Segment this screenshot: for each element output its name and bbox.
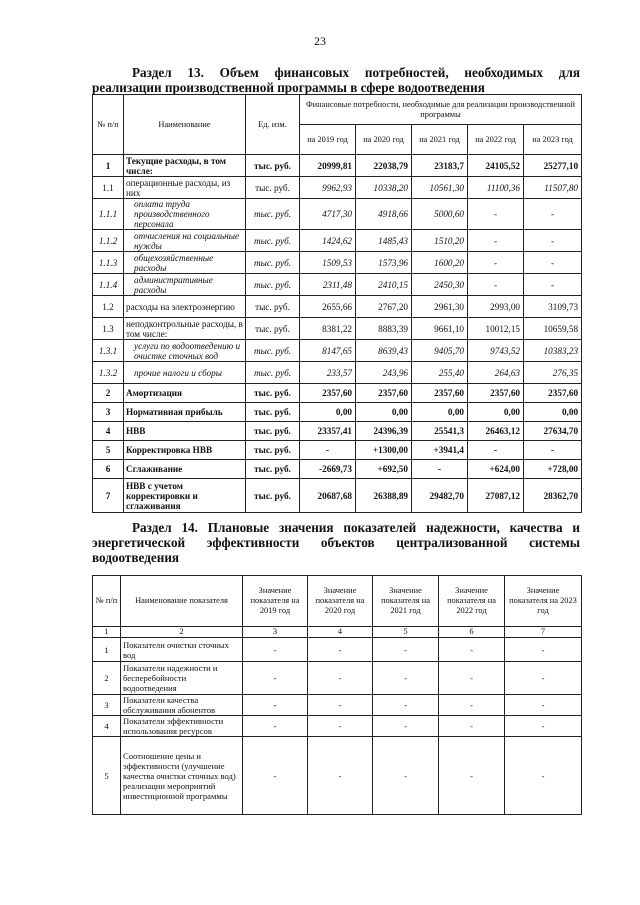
header-group: Финансовые потребности, необходимые для реализации производственной программы [300,95,582,125]
col-number: 4 [308,627,373,638]
financial-needs-table [92,94,582,513]
row-number: 1 [93,638,121,662]
row-value: 1509,53 [300,252,356,274]
row-value: 25277,10 [524,155,582,177]
row-unit: тыс. руб. [246,362,300,384]
table-row [93,422,582,441]
row-value: - [300,441,356,460]
row-value: 24105,52 [468,155,524,177]
section13-heading [92,65,580,95]
row-unit: тыс. руб. [246,384,300,403]
row-value: 2410,15 [356,274,412,296]
row-value: - [243,716,308,737]
row-value: - [505,716,582,737]
row-value: - [439,737,505,815]
table-row [93,274,582,296]
row-number: 7 [93,479,124,513]
row-value: - [243,638,308,662]
table-row [93,441,582,460]
header-num: № п/п [93,95,124,155]
row-value: 0,00 [356,403,412,422]
row-name: НВВ [124,422,246,441]
row-value: 25541,3 [412,422,468,441]
row-value: 2357,60 [524,384,582,403]
row-name: Показатели качества обслуживания абонентов [121,695,243,716]
row-unit: тыс. руб. [246,460,300,479]
row-name: Показатели эффективности использования ресурсов [121,716,243,737]
row-value: 8147,65 [300,340,356,362]
row-value: 27634,70 [524,422,582,441]
row-value: 2450,30 [412,274,468,296]
row-value: 1600,20 [412,252,468,274]
table-row [93,638,582,662]
row-value: - [468,199,524,230]
row-value: - [505,695,582,716]
row-number: 1 [93,155,124,177]
table-row [93,403,582,422]
row-value: 2357,60 [412,384,468,403]
table-row [93,296,582,318]
row-name: оплата труда производственного персонала [124,199,246,230]
header-year: на 2022 год [468,125,524,155]
row-value: -2669,73 [300,460,356,479]
row-value: 28362,70 [524,479,582,513]
table-row [93,716,582,737]
section13-heading-line: Раздел 13. Объем финансовых потребностей, необходимых для [132,65,580,80]
row-number: 1.1.1 [93,199,124,230]
row-value: - [468,230,524,252]
row-value: 0,00 [468,403,524,422]
row-name: Нормативная прибыль [124,403,246,422]
section13-heading-line: реализации производственной программы в сфере водоотведения [92,80,485,95]
row-value: - [308,716,373,737]
header-num: № п/п [93,576,121,627]
row-value: 8639,43 [356,340,412,362]
row-number: 5 [93,441,124,460]
row-value: 264,63 [468,362,524,384]
row-value: 8381,22 [300,318,356,340]
row-name: Корректировка НВВ [124,441,246,460]
row-value: - [439,662,505,695]
section14-heading-line: водоотведения [92,550,180,565]
header-year: на 2023 год [524,125,582,155]
row-value: - [505,638,582,662]
row-value: 11507,80 [524,177,582,199]
row-value: 8883,39 [356,318,412,340]
row-value: 1510,20 [412,230,468,252]
row-value: 3109,73 [524,296,582,318]
row-number: 1.2 [93,296,124,318]
header-name: Наименование [124,95,246,155]
col-number: 6 [439,627,505,638]
row-number: 3 [93,403,124,422]
row-value: 9405,70 [412,340,468,362]
row-name: НВВ с учетом корректировки и сглаживания [124,479,246,513]
row-number: 1.3.2 [93,362,124,384]
row-number: 6 [93,460,124,479]
row-value: 10012,15 [468,318,524,340]
row-value: 22038,79 [356,155,412,177]
row-value: 0,00 [300,403,356,422]
row-name: общехозяйственные расходы [124,252,246,274]
row-value: 10338,20 [356,177,412,199]
header-year: Значение показателя на 2022 год [439,576,505,627]
row-number: 3 [93,695,121,716]
row-value: - [439,716,505,737]
row-value: 4717,30 [300,199,356,230]
row-unit: тыс. руб. [246,177,300,199]
table-row [93,384,582,403]
row-number: 4 [93,716,121,737]
row-value: 27087,12 [468,479,524,513]
table-row [93,199,582,230]
row-value: 1424,62 [300,230,356,252]
row-value: +3941,4 [412,441,468,460]
table-row [93,362,582,384]
row-unit: тыс. руб. [246,479,300,513]
row-value: +728,00 [524,460,582,479]
col-number: 5 [373,627,439,638]
header-year: на 2020 год [356,125,412,155]
row-value: 233,57 [300,362,356,384]
row-name: Текущие расходы, в том числе: [124,155,246,177]
row-unit: тыс. руб. [246,199,300,230]
header-year: Значение показателя на 2023 год [505,576,582,627]
table-row [93,479,582,513]
row-value: 10561,30 [412,177,468,199]
row-number: 1.1.3 [93,252,124,274]
row-value: - [505,737,582,815]
col-number: 7 [505,627,582,638]
row-number: 1.1 [93,177,124,199]
row-name: Соотношение цены и эффективности (улучшение качества очистки сточных вод) реализации мероприятий инвестиционной программы [121,737,243,815]
table-row [93,155,582,177]
row-value: +1300,00 [356,441,412,460]
row-value: 243,96 [356,362,412,384]
table-row [93,460,582,479]
row-value: - [373,716,439,737]
row-value: - [439,695,505,716]
row-value: - [505,662,582,695]
row-value: - [373,737,439,815]
row-name: административные расходы [124,274,246,296]
row-value: 0,00 [524,403,582,422]
row-value: - [373,638,439,662]
section14-heading-line: энергетической эффективности объектов централизованной системы [92,535,580,550]
table-row [93,230,582,252]
row-value: 276,35 [524,362,582,384]
row-name: расходы на электроэнергию [124,296,246,318]
row-unit: тыс. руб. [246,252,300,274]
table-row [93,318,582,340]
col-number: 2 [121,627,243,638]
page-number: 23 [314,34,326,48]
row-value: +692,50 [356,460,412,479]
row-value: - [308,695,373,716]
row-number: 2 [93,384,124,403]
row-value: - [524,230,582,252]
header-year: Значение показателя на 2020 год [308,576,373,627]
row-number: 1.3.1 [93,340,124,362]
row-name: услуги по водоотведению и очистке сточных вод [124,340,246,362]
header-year: Значение показателя на 2021 год [373,576,439,627]
row-number: 2 [93,662,121,695]
section14-heading-line: Раздел 14. Плановые значения показателей надежности, качества и [132,520,580,535]
row-value: 20687,68 [300,479,356,513]
row-value: - [243,695,308,716]
row-value: 2311,48 [300,274,356,296]
row-value: 2357,60 [300,384,356,403]
row-value: 2767,20 [356,296,412,318]
row-unit: тыс. руб. [246,340,300,362]
header-name: Наименование показателя [121,576,243,627]
row-value: 9743,52 [468,340,524,362]
row-value: 2655,66 [300,296,356,318]
row-value: 9661,10 [412,318,468,340]
row-name: операционные расходы, из них [124,177,246,199]
row-number: 1.1.4 [93,274,124,296]
row-unit: тыс. руб. [246,296,300,318]
row-number: 1.3 [93,318,124,340]
row-unit: тыс. руб. [246,155,300,177]
row-value: 0,00 [412,403,468,422]
row-name: Показатели надежности и бесперебойности водоотведения [121,662,243,695]
row-value: 5000,60 [412,199,468,230]
table-row [93,695,582,716]
row-number: 5 [93,737,121,815]
row-unit: тыс. руб. [246,318,300,340]
row-value: 2993,00 [468,296,524,318]
row-value: 24396,39 [356,422,412,441]
row-name: прочие налоги и сборы [124,362,246,384]
row-value: - [243,737,308,815]
row-value: - [524,274,582,296]
row-unit: тыс. руб. [246,274,300,296]
row-value: - [243,662,308,695]
row-unit: тыс. руб. [246,422,300,441]
row-value: +624,00 [468,460,524,479]
row-value: 1485,43 [356,230,412,252]
row-value: 10659,58 [524,318,582,340]
row-value: 255,40 [412,362,468,384]
row-value: 29482,70 [412,479,468,513]
row-name: неподконтрольные расходы, в том числе: [124,318,246,340]
row-value: - [439,638,505,662]
row-value: - [373,695,439,716]
header-unit: Ед. изм. [246,95,300,155]
row-value: - [524,252,582,274]
row-value: - [524,199,582,230]
row-value: 1573,96 [356,252,412,274]
row-value: - [308,662,373,695]
table-row [93,662,582,695]
table-row [93,177,582,199]
row-value: 9962,93 [300,177,356,199]
table-row [93,252,582,274]
row-name: Показатели очистки сточных вод [121,638,243,662]
row-value: 2961,30 [412,296,468,318]
row-value: - [412,460,468,479]
indicators-table [92,575,582,815]
row-number: 4 [93,422,124,441]
row-value: - [373,662,439,695]
row-name: Амортизация [124,384,246,403]
row-value: 11100,36 [468,177,524,199]
row-value: 10383,23 [524,340,582,362]
row-value: - [468,252,524,274]
row-value: 2357,60 [356,384,412,403]
row-number: 1.1.2 [93,230,124,252]
header-year: на 2021 год [412,125,468,155]
row-value: - [308,737,373,815]
row-unit: тыс. руб. [246,230,300,252]
row-value: - [308,638,373,662]
col-number: 3 [243,627,308,638]
row-value: 23183,7 [412,155,468,177]
row-value: - [468,441,524,460]
table-row [93,737,582,815]
table-row [93,340,582,362]
row-value: - [468,274,524,296]
row-name: Сглаживание [124,460,246,479]
header-year: Значение показателя на 2019 год [243,576,308,627]
row-value: 2357,60 [468,384,524,403]
header-year: на 2019 год [300,125,356,155]
row-value: 4918,66 [356,199,412,230]
col-number: 1 [93,627,121,638]
row-value: 20999,81 [300,155,356,177]
row-unit: тыс. руб. [246,403,300,422]
row-name: отчисления на социальные нужды [124,230,246,252]
section14-heading [92,520,580,565]
row-unit: тыс. руб. [246,441,300,460]
row-value: 26463,12 [468,422,524,441]
row-value: 26388,89 [356,479,412,513]
row-value: - [524,441,582,460]
row-value: 23357,41 [300,422,356,441]
